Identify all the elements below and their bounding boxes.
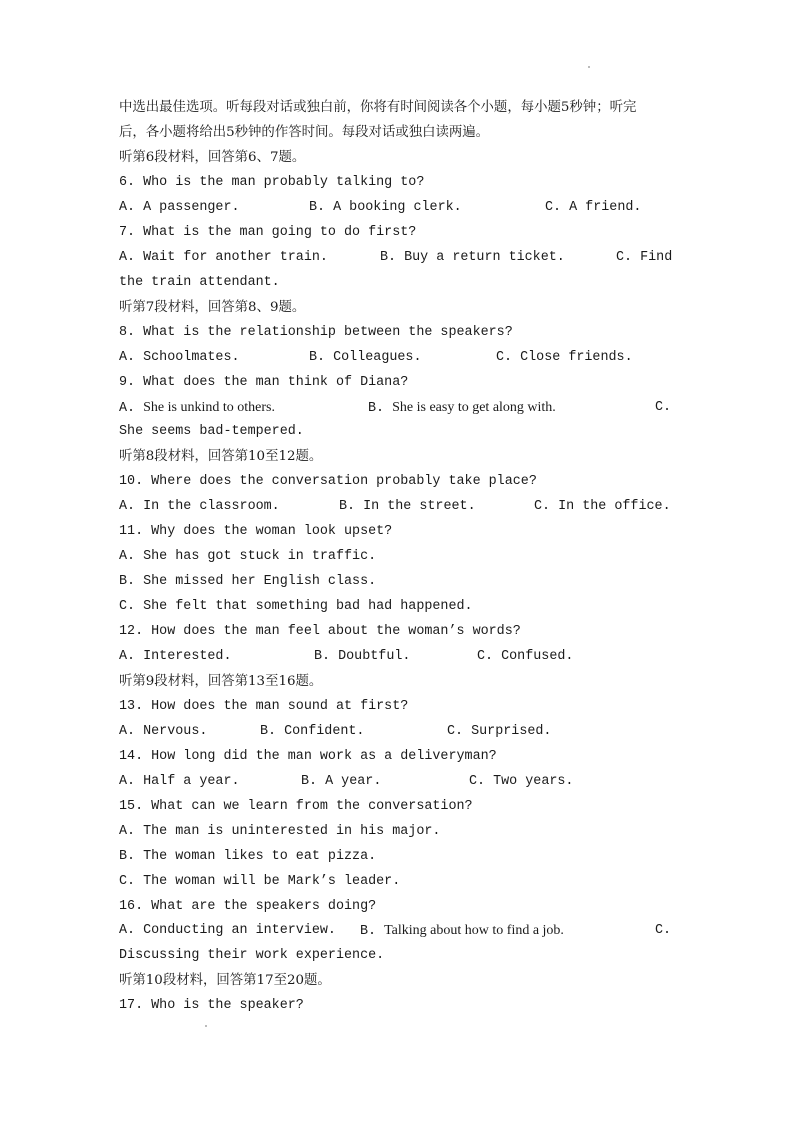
option-16a: A. Conducting an interview. (119, 923, 336, 938)
section-heading-7: 听第7段材料，回答第8、9题。 (119, 300, 306, 315)
option-15b: B. The woman likes to eat pizza. (119, 849, 377, 864)
question-10: 10. Where does the conversation probably take place? (119, 474, 537, 489)
question-15: 15. What can we learn from the conversation? (119, 799, 473, 814)
option-15c: C. The woman will be Mark’s leader. (119, 874, 401, 889)
option-16c: C. (655, 923, 672, 938)
intro-line-1: 中选出最佳选项。听每段对话或独白前，你将有时间阅读各个小题，每小题5秒钟；听完 (119, 100, 637, 115)
option-7c: C. Find (616, 250, 673, 265)
option-9b (368, 399, 556, 418)
option-13c: C. Surprised. (447, 724, 552, 739)
option-6c: C. A friend. (545, 200, 642, 215)
section-heading-10: 听第10段材料，回答第17至20题。 (119, 973, 331, 988)
option-10b: B. In the street. (339, 499, 476, 514)
option-9c-continued: She seems bad-tempered. (119, 424, 304, 439)
option-9b-letter: B. (368, 401, 393, 416)
section-heading-6: 听第6段材料，回答第6、7题。 (119, 150, 306, 165)
section-heading-9: 听第9段材料，回答第13至16题。 (119, 674, 323, 689)
intro-line-2: 后，各小题将给出5秒钟的作答时间。每段对话或独白读两遍。 (119, 125, 490, 140)
option-8a: A. Schoolmates. (119, 350, 240, 365)
option-8c: C. Close friends. (496, 350, 633, 365)
option-9b-text: She is easy to get along with. (392, 400, 556, 415)
option-6a: A. A passenger. (119, 200, 240, 215)
question-6: 6. Who is the man probably talking to? (119, 175, 425, 190)
option-9a-text: She is unkind to others. (143, 400, 275, 415)
question-11: 11. Why does the woman look upset? (119, 524, 393, 539)
option-12c: C. Confused. (477, 649, 574, 664)
section-heading-8: 听第8段材料，回答第10至12题。 (119, 449, 323, 464)
option-16b-letter: B. (360, 924, 385, 939)
question-7: 7. What is the man going to do first? (119, 225, 417, 240)
option-16b (360, 922, 564, 941)
option-8b: B. Colleagues. (309, 350, 422, 365)
option-14a: A. Half a year. (119, 774, 240, 789)
option-11b: B. She missed her English class. (119, 574, 377, 589)
question-8: 8. What is the relationship between the speakers? (119, 325, 513, 340)
question-16: 16. What are the speakers doing? (119, 899, 377, 914)
question-12: 12. How does the man feel about the woman’s words? (119, 624, 521, 639)
option-16c-continued: Discussing their work experience. (119, 948, 385, 963)
question-13: 13. How does the man sound at first? (119, 699, 409, 714)
option-9a-letter: A. (119, 401, 144, 416)
question-17: 17. Who is the speaker? (119, 998, 304, 1013)
option-12b: B. Doubtful. (314, 649, 411, 664)
scan-dot-bottom (205, 1025, 207, 1027)
option-9a (119, 399, 275, 418)
option-7b: B. Buy a return ticket. (380, 250, 565, 265)
option-16b-text: Talking about how to find a job. (384, 923, 564, 938)
option-14c: C. Two years. (469, 774, 574, 789)
option-10a: A. In the classroom. (119, 499, 280, 514)
option-6b: B. A booking clerk. (309, 200, 462, 215)
option-7c-continued: the train attendant. (119, 275, 280, 290)
option-11a: A. She has got stuck in traffic. (119, 549, 377, 564)
question-14: 14. How long did the man work as a deliveryman? (119, 749, 497, 764)
option-9c: C. (655, 400, 672, 415)
option-11c: C. She felt that something bad had happened. (119, 599, 473, 614)
option-12a: A. Interested. (119, 649, 232, 664)
option-7a: A. Wait for another train. (119, 250, 328, 265)
option-13b: B. Confident. (260, 724, 365, 739)
option-13a: A. Nervous. (119, 724, 208, 739)
question-9: 9. What does the man think of Diana? (119, 375, 409, 390)
option-15a: A. The man is uninterested in his major. (119, 824, 441, 839)
scan-dot-top (588, 66, 590, 68)
option-14b: B. A year. (301, 774, 382, 789)
option-10c: C. In the office. (534, 499, 671, 514)
